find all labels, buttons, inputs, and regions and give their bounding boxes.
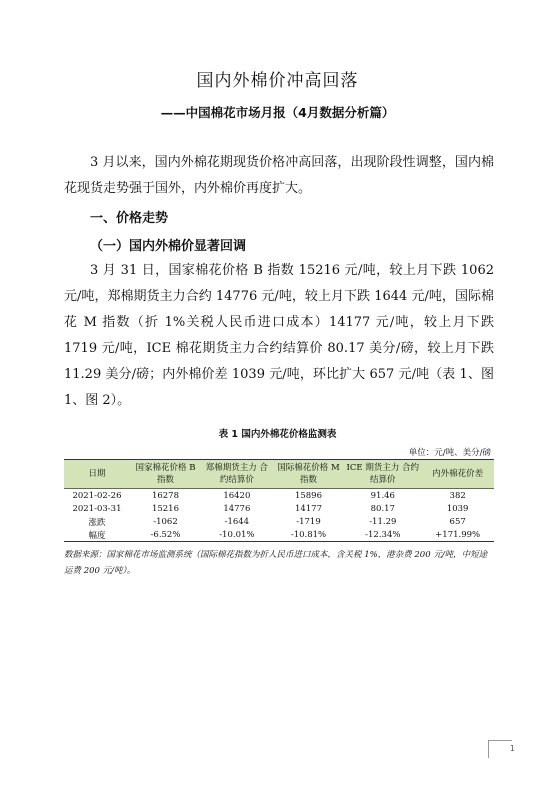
table-cell: 14776 [223,503,251,514]
table-row [64,489,494,503]
table-cell: -1644 [224,516,250,527]
table-cell: 16278 [151,490,179,501]
table-cell: 657 [449,516,466,527]
col-header-ice-futures: ICE 期货主力 合约结算价 [344,460,421,489]
table-header-row [64,460,494,489]
data-source-note: 数据来源：国家棉花市场监测系统（国际棉花指数为折人民币进口成本，含关税 1%，港杂费 200 元/吨，中短途运费 200 元/吨）。 [64,550,488,576]
table-cell: +171.99% [421,528,494,542]
table-cell: 382 [449,490,466,501]
table-cell: 14177 [294,503,322,514]
table-cell: -12.34% [344,528,421,542]
price-monitor-table [64,459,494,542]
table-row [64,515,494,528]
table-cell: 幅度 [64,528,130,542]
table-cell: 15896 [294,490,322,501]
table-cell: -10.01% [201,528,273,542]
subsection-heading-price-drop: （一）国内外棉价显著回调 [90,239,247,254]
table-cell: -10.81% [273,528,345,542]
page-number: 1 [509,744,515,753]
table-cell: 2021-03-31 [72,503,122,514]
table-cell: -6.52% [130,528,201,542]
table-cell: 80.17 [370,503,395,514]
col-header-spread: 内外棉花价差 [421,460,494,489]
table-cell: 2021-02-26 [72,490,122,501]
table-cell: -11.29 [369,516,397,527]
table-cell: 1039 [446,503,469,514]
table-cell: 涨跌 [88,517,106,528]
col-header-zce-futures: 郑棉期货主力 合约结算价 [201,460,273,489]
table-cell: -1062 [153,516,178,527]
table-cell: -1719 [296,516,321,527]
table-cell: 15216 [151,503,179,514]
section-heading-price-trend: 一、价格走势 [90,211,169,226]
col-header-b-index: 国家棉花价格 B 指数 [130,460,201,489]
table-caption: 表 1 国内外棉花价格监测表 [218,429,337,440]
table-cell: 16420 [223,490,251,501]
intro-paragraph: 3 月以来，国内外棉花期现货价格冲高回落，出现阶段性调整，国内棉花现货走势强于国外，内外棉价再度扩大。 [64,155,494,196]
table-cell: 91.46 [370,490,395,501]
col-header-date: 日期 [64,460,130,489]
table-unit: 单位：元/吨、美分/磅 [408,448,491,458]
page-title: 国内外棉价冲高回落 [196,71,359,91]
table-row [64,528,494,542]
page-subtitle: ——中国棉花市场月报（4月数据分析篇） [160,105,395,120]
body-paragraph: 3 月 31 日，国家棉花价格 B 指数 15216 元/吨，较上月下跌 1062 元/吨，郑棉期货主力合约 14776 元/吨，较上月下跌 1644 元/吨，国际棉花 M 指数（折 1%关税人民币进口成本）14177 元/吨，较上月下跌 1719 元/吨，ICE 棉花期货主力合约结算价 80.17 美分/磅，较上月下跌 11.29 美分/磅；内外棉价差 1039 元/吨，环比扩大 657 元/吨（表 1、图 1、图 2）。 [64,263,494,408]
table-row [64,502,494,515]
page-number-frame-top [488,740,512,741]
page-number-frame [488,740,489,758]
col-header-m-index: 国际棉花价格 M 指数 [273,460,345,489]
